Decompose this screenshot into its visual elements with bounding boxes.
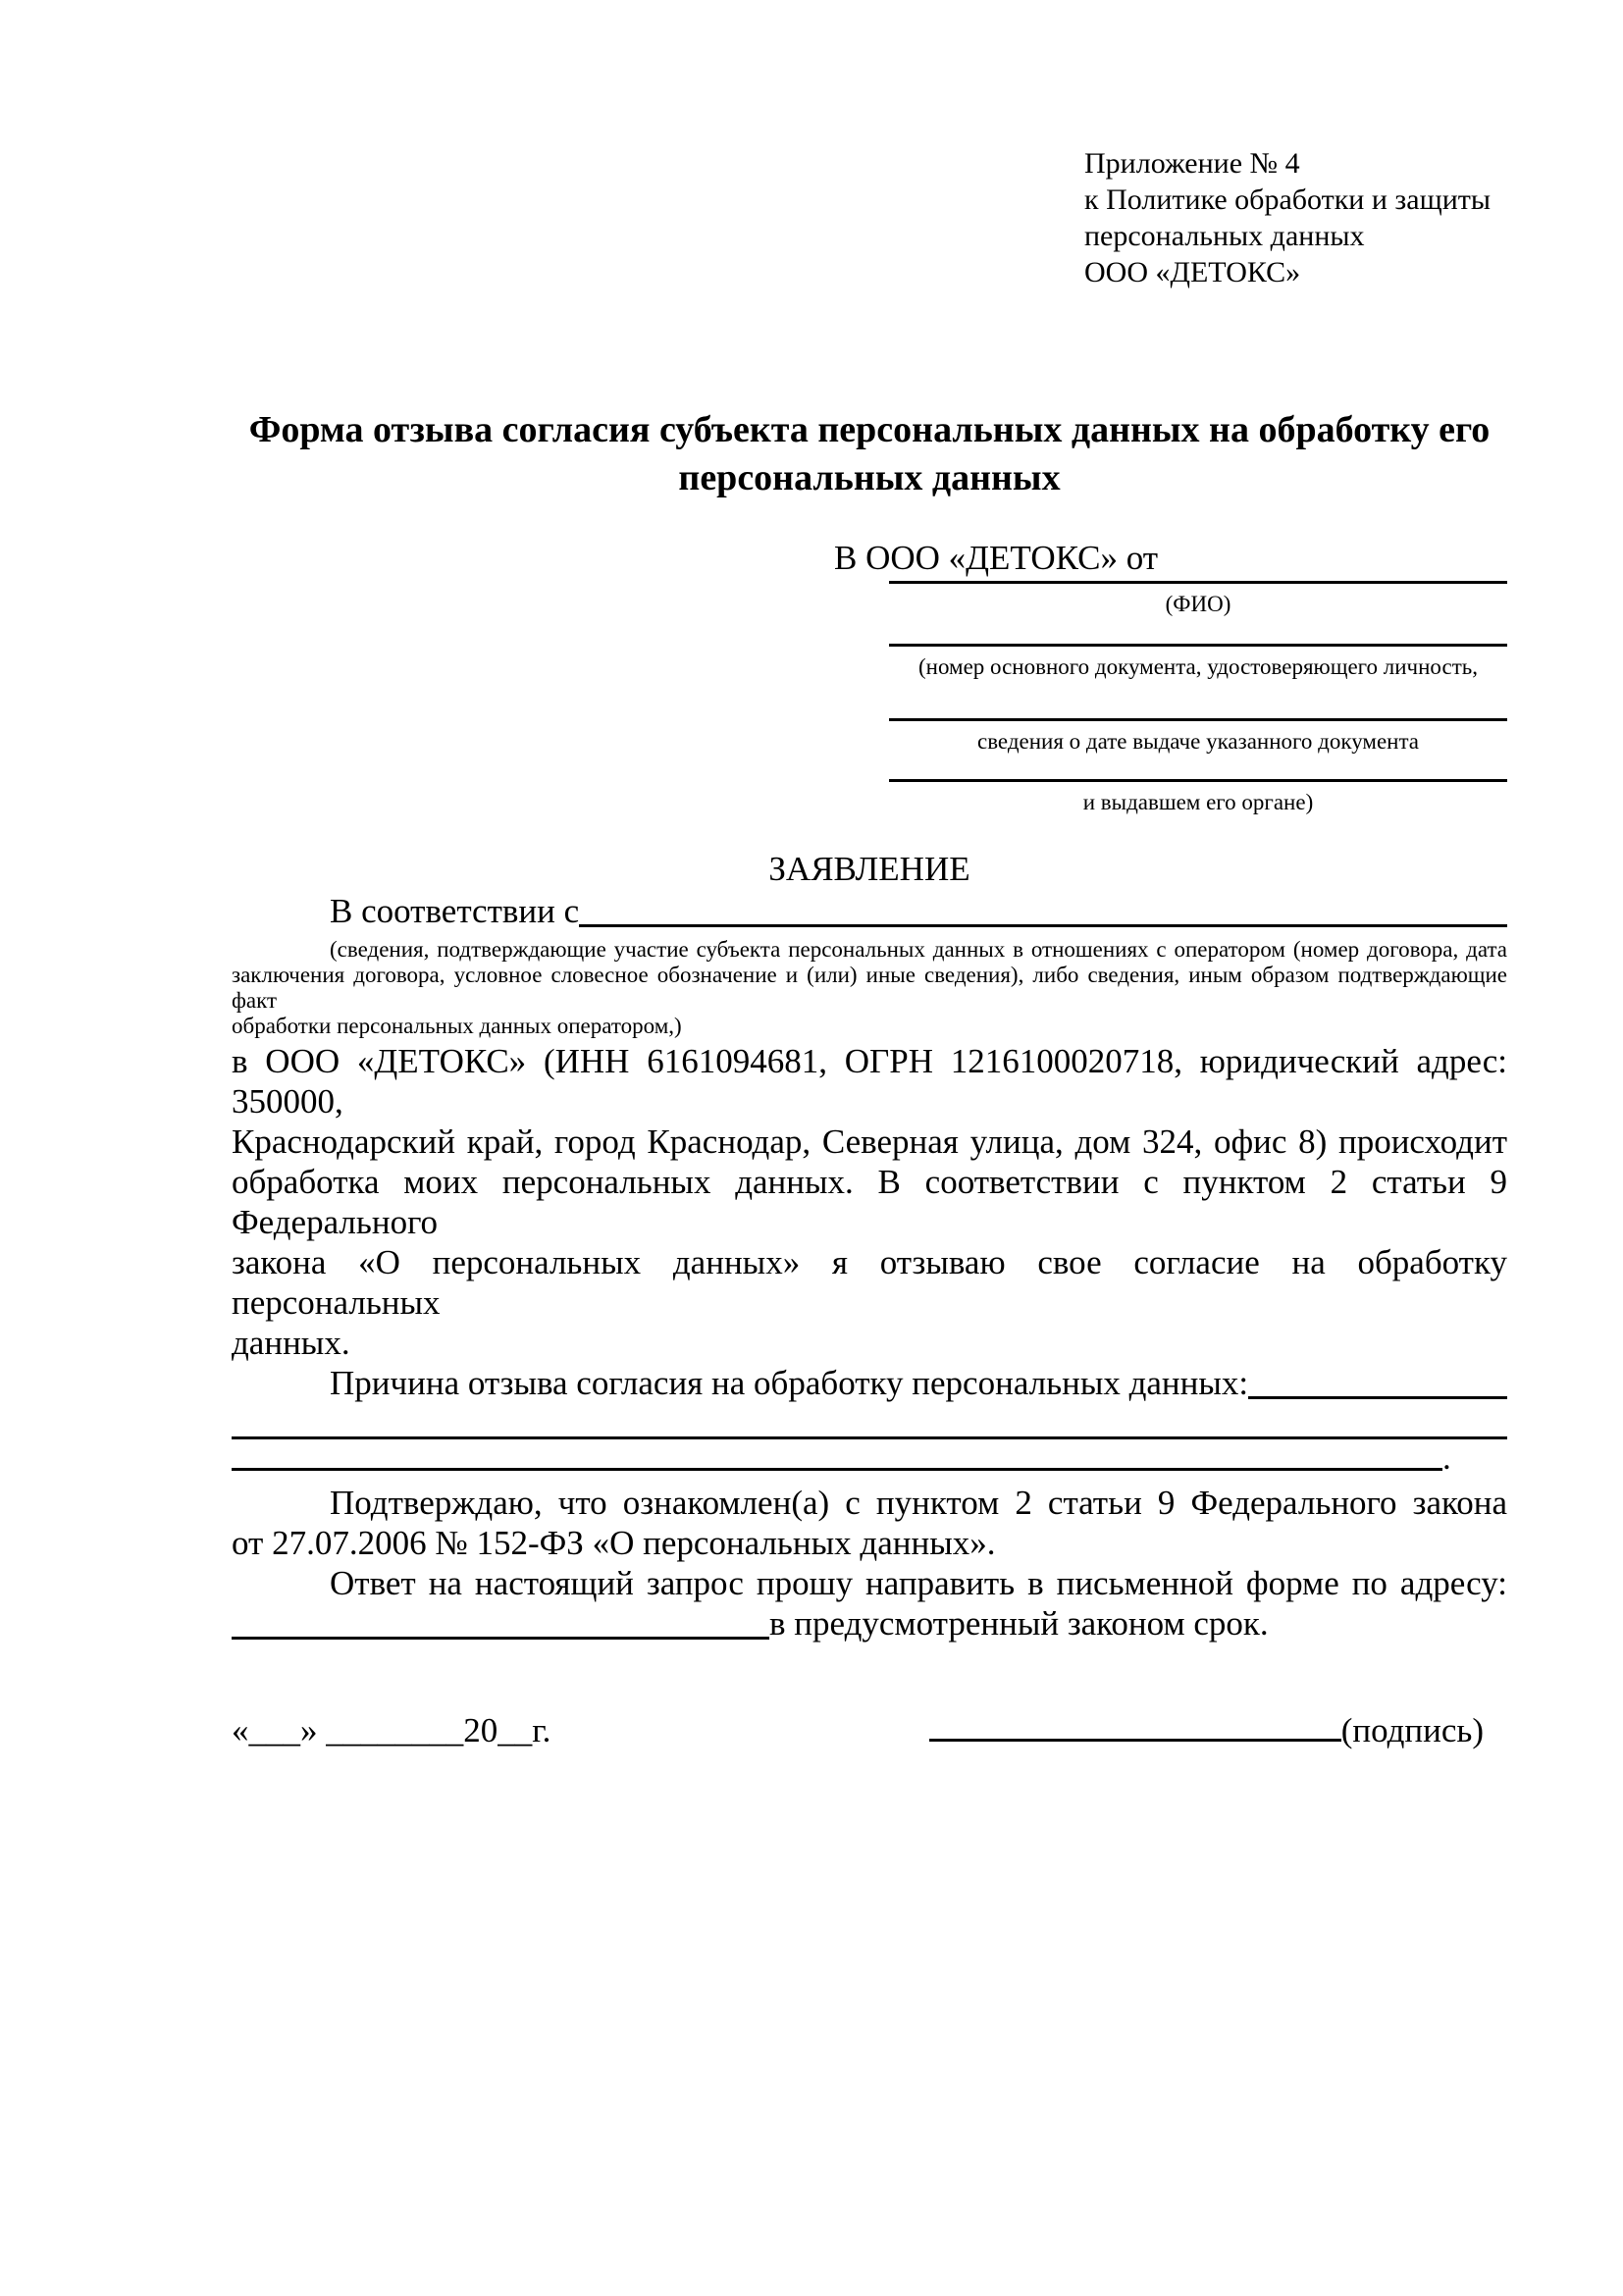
confirm-line: Подтверждаю, что ознакомлен(а) с пунктом 2 статьи 9 Федерального закона <box>330 1484 1507 1522</box>
small-print-line: обработки персональных данных оператором,) <box>232 1014 682 1038</box>
body-line: Краснодарский край, город Краснодар, Северная улица, дом 324, офис 8) происходит <box>232 1122 1507 1161</box>
body-line: обработка моих персональных данных. В соответствии с пунктом 2 статьи 9 Федерального <box>232 1163 1507 1241</box>
appendix-line: Приложение № 4 <box>1084 147 1300 180</box>
reply-address-row <box>232 1603 1507 1644</box>
document-number-caption: (номер основного документа, удостоверяющего личность, <box>917 654 1478 679</box>
reply-line: Ответ на настоящий запрос прошу направить в письменной форме по адресу: <box>330 1564 1507 1602</box>
signature-group <box>929 1710 1484 1751</box>
reason-blank-line-1 <box>232 1403 1507 1439</box>
fio-caption: (ФИО) <box>1165 592 1231 616</box>
statement-heading: ЗАЯВЛЕНИЕ <box>768 850 970 888</box>
issue-date-caption: сведения о дате выдаче указанного документа <box>976 729 1420 754</box>
recipient-block <box>834 536 1507 814</box>
recipient-intro: В ООО «ДЕТОКС» от <box>834 539 1159 577</box>
reason-blank-line-2-rule <box>232 1468 1442 1471</box>
appendix-line: персональных данных <box>1084 220 1365 252</box>
reason-blank-field <box>1248 1396 1507 1399</box>
reason-row <box>232 1363 1507 1403</box>
issuing-authority-caption: и выдавшем его органе) <box>1082 790 1314 814</box>
body-line: в ООО «ДЕТОКС» (ИНН 6161094681, ОГРН 1216100020718, юридический адрес: 350000, <box>232 1042 1507 1121</box>
appendix-line: ООО «ДЕТОКС» <box>1084 256 1301 288</box>
reason-blank-line-2 <box>232 1438 1507 1477</box>
address-blank-field <box>232 1637 769 1640</box>
footer-row <box>232 1710 1507 1751</box>
accordance-blank-field <box>579 924 1507 927</box>
accordance-prefix: В соответствии с <box>330 892 580 930</box>
appendix-block <box>1084 145 1507 290</box>
small-print-note <box>232 937 1507 1039</box>
appendix-line: к Политике обработки и защиты <box>1084 183 1492 216</box>
fio-blank-line <box>889 581 1507 584</box>
confirm-paragraph <box>232 1483 1507 1563</box>
issuing-authority-blank-line <box>889 779 1507 782</box>
small-print-line: (сведения, подтверждающие участие субъекта персональных данных в отношениях с оператором (номер договора, дата <box>330 937 1507 962</box>
body-paragraph <box>232 1041 1507 1363</box>
blank-line-terminator: . <box>1442 1438 1451 1477</box>
document-number-blank-line <box>889 644 1507 647</box>
signature-blank-line <box>929 1739 1341 1742</box>
confirm-line: от 27.07.2006 № 152-ФЗ «О персональных данных». <box>232 1524 996 1562</box>
accordance-row <box>232 891 1507 931</box>
body-line: закона «О персональных данных» я отзываю свое согласие на обработку персональных <box>232 1243 1507 1322</box>
reply-suffix: в предусмотренный законом срок. <box>769 1604 1269 1643</box>
signature-caption: (подпись) <box>1340 1711 1484 1749</box>
reason-prefix: Причина отзыва согласия на обработку персональных данных: <box>330 1364 1249 1402</box>
issue-date-blank-line <box>889 718 1507 721</box>
body-line: данных. <box>232 1324 350 1362</box>
document-title: Форма отзыва согласия субъекта персональных данных на обработку его персональных данных <box>248 409 1491 498</box>
date-field: «___» ________20__г. <box>232 1711 551 1749</box>
small-print-line: заключения договора, условное словесное обозначение и (или) иные сведения), либо сведения, иным образом подтверждающие факт <box>232 963 1507 1013</box>
